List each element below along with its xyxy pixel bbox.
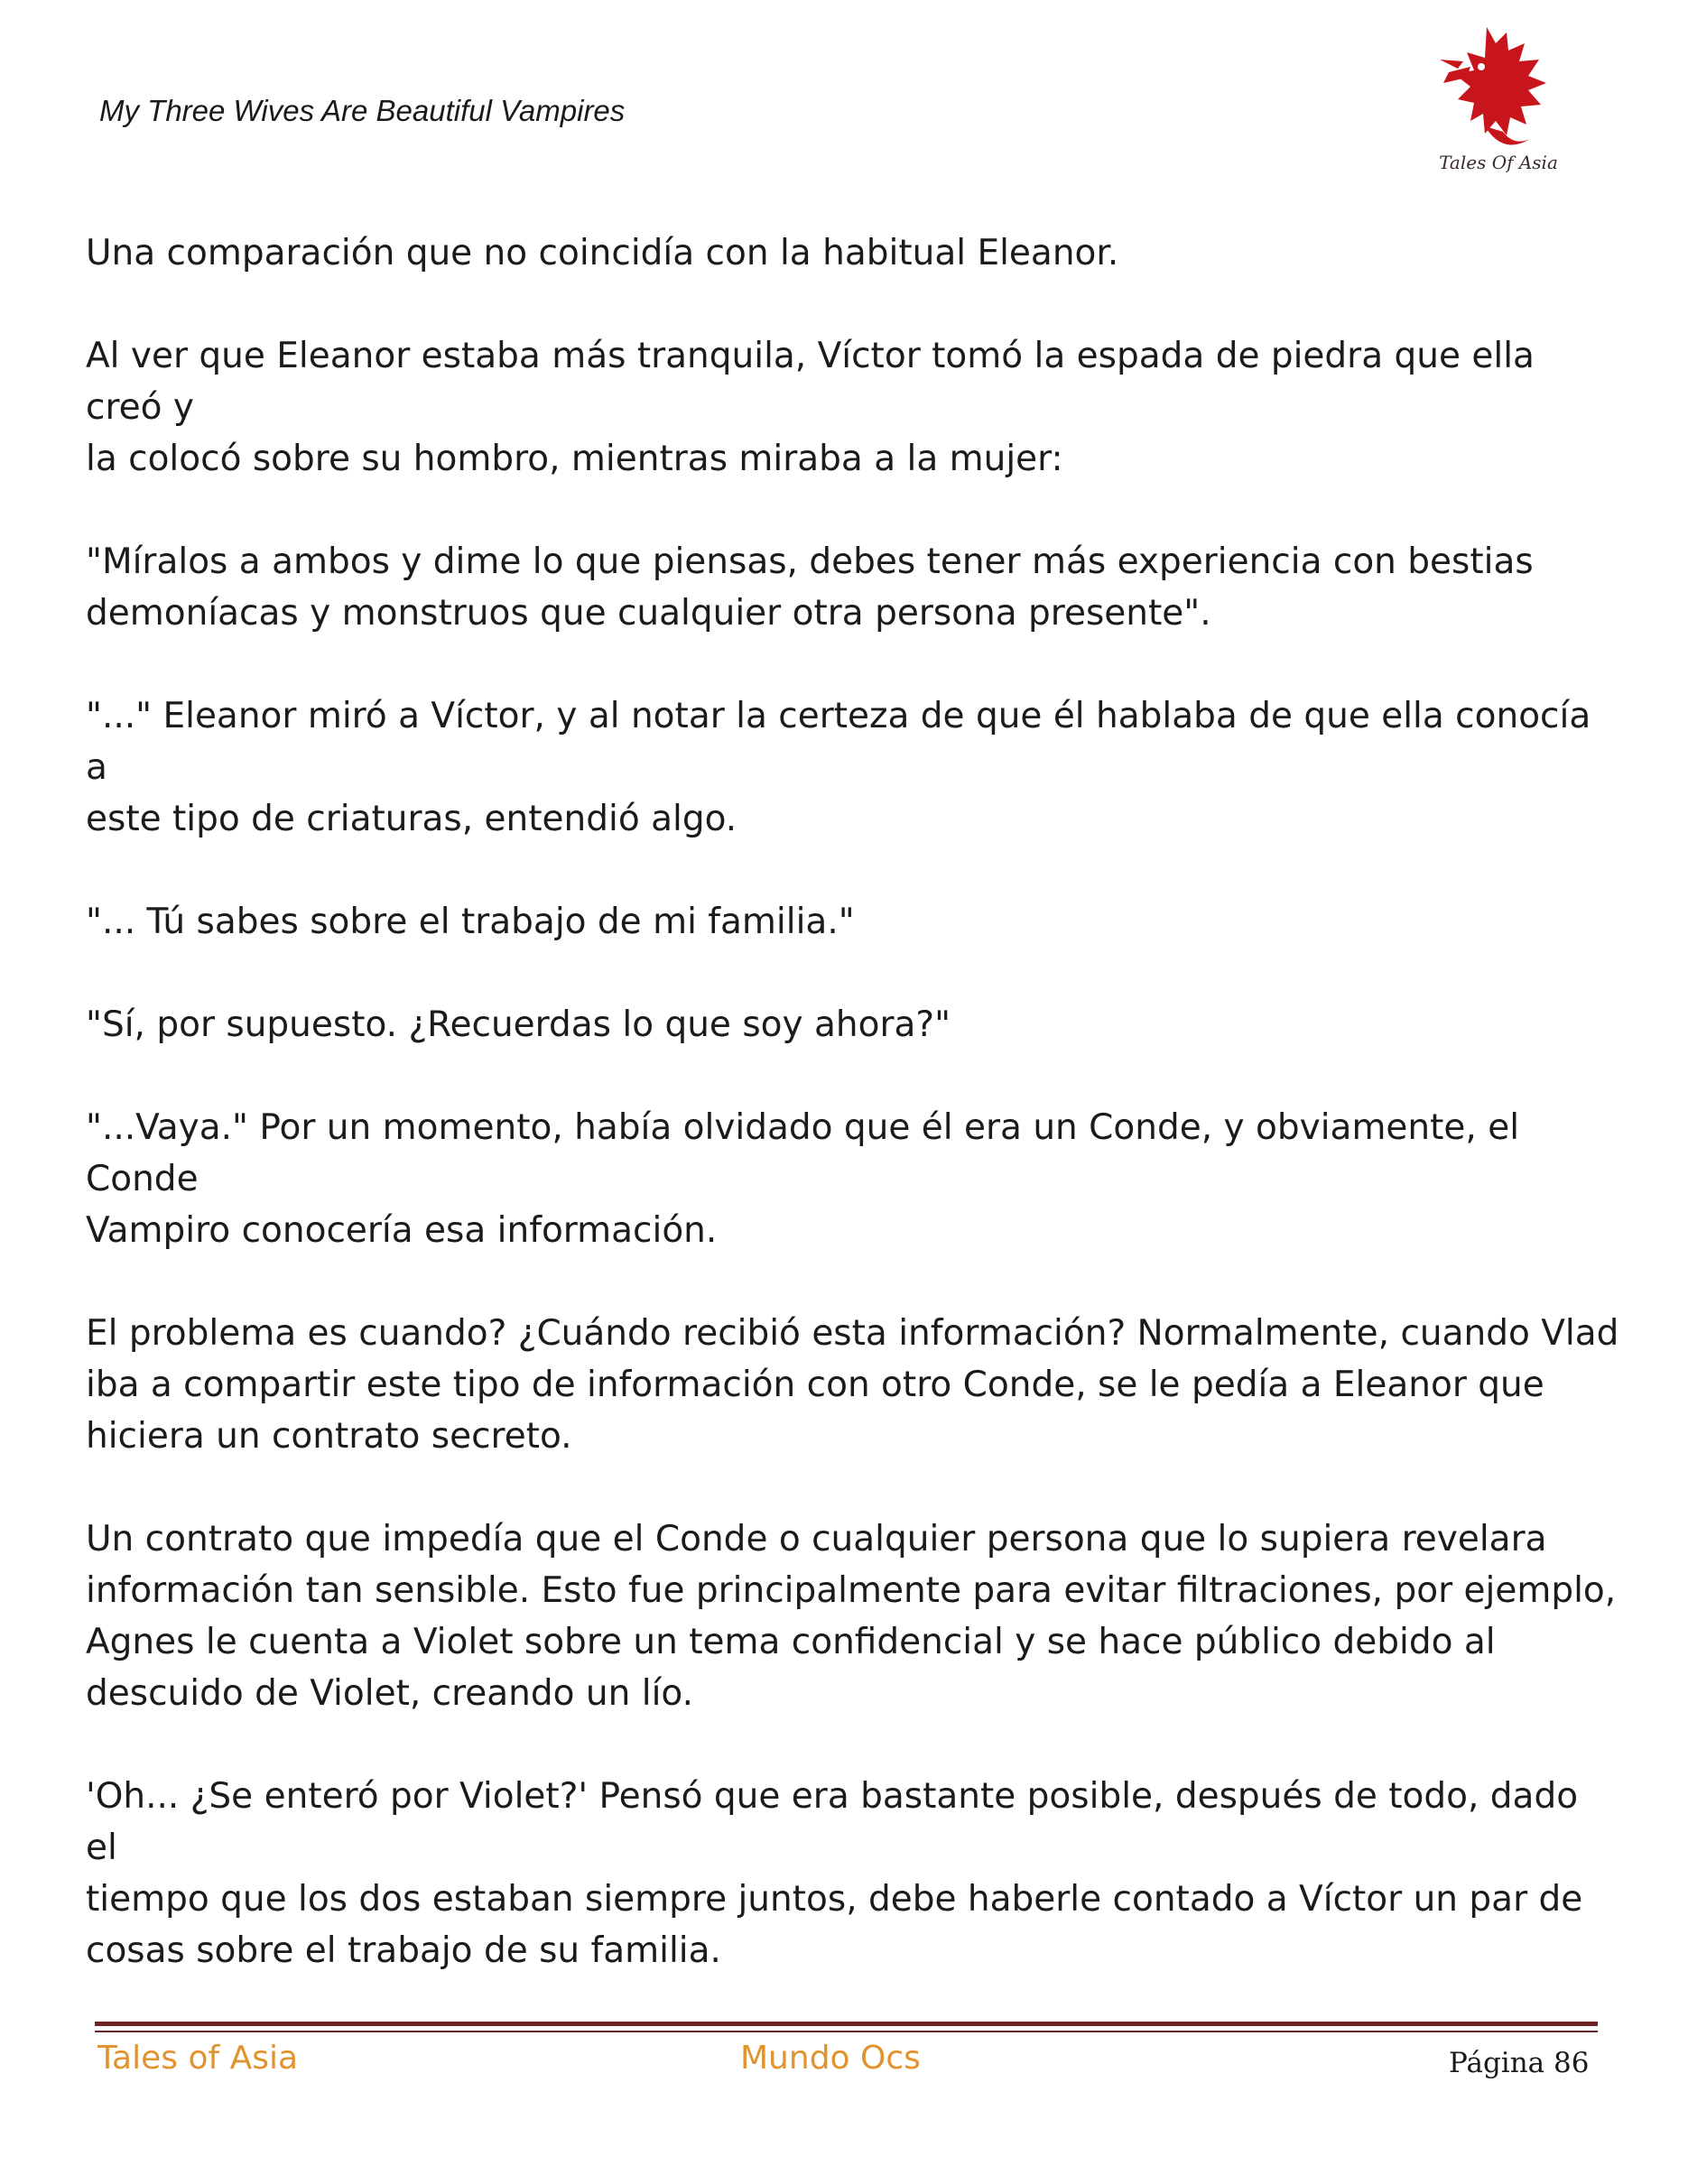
red-dragon-icon (1431, 20, 1566, 155)
chapter-body (86, 227, 1620, 2031)
paragraph: Una comparación que no coincidía con la habitual Eleanor. (86, 233, 1119, 273)
footer-publisher: Tales of Asia (97, 2040, 299, 2077)
publisher-logo (1431, 20, 1566, 182)
footer-divider (95, 2022, 1598, 2026)
logo-caption: Tales Of Asia (1439, 152, 1558, 173)
paragraph: El problema es cuando? ¿Cuándo recibió esta información? Normalmente, cuando Vlad iba a compartir este tipo de información con otro Conde, se le pedía a Eleanor que hiciera un contrato secreto. (86, 1313, 1619, 1457)
footer-divider-thin (95, 2031, 1598, 2032)
header-book-title: My Three Wives Are Beautiful Vampires (99, 94, 626, 127)
footer-site: Mundo Ocs (740, 2040, 921, 2077)
paragraph: "Sí, por supuesto. ¿Recuerdas lo que soy ahora?" (86, 1004, 951, 1045)
paragraph: "...Vaya." Por un momento, había olvidado que él era un Conde, y obviamente, el Conde Vampiro conocería esa información. (86, 1107, 1520, 1251)
paragraph: Un contrato que impedía que el Conde o cualquier persona que lo supiera revelara información tan sensible. Esto fue principalmente para evitar filtraciones, por ejemplo, Agnes le cuenta a Violet sobre un tema confidencial y se hace público debido al descuido de Violet, creando un lío. (86, 1519, 1617, 1714)
paragraph: "..." Eleanor miró a Víctor, y al notar la certeza de que él hablaba de que ella conocía a este tipo de criaturas, entendió algo. (86, 696, 1591, 839)
paragraph: "Míralos a ambos y dime lo que piensas, debes tener más experiencia con bestias demoníacas y monstruos que cualquier otra persona presente". (86, 541, 1534, 634)
page-number: Página 86 (1449, 2047, 1590, 2079)
paragraph: 'Oh... ¿Se enteró por Violet?' Pensó que era bastante posible, después de todo, dado el tiempo que los dos estaban siempre juntos, debe haberle contado a Víctor un par de cosas sobre el trabajo de su familia. (86, 1776, 1583, 1971)
paragraph: "... Tú sabes sobre el trabajo de mi familia." (86, 902, 855, 942)
paragraph: Al ver que Eleanor estaba más tranquila, Víctor tomó la espada de piedra que ella creó y la colocó sobre su hombro, mientras miraba a la mujer: (86, 336, 1535, 479)
